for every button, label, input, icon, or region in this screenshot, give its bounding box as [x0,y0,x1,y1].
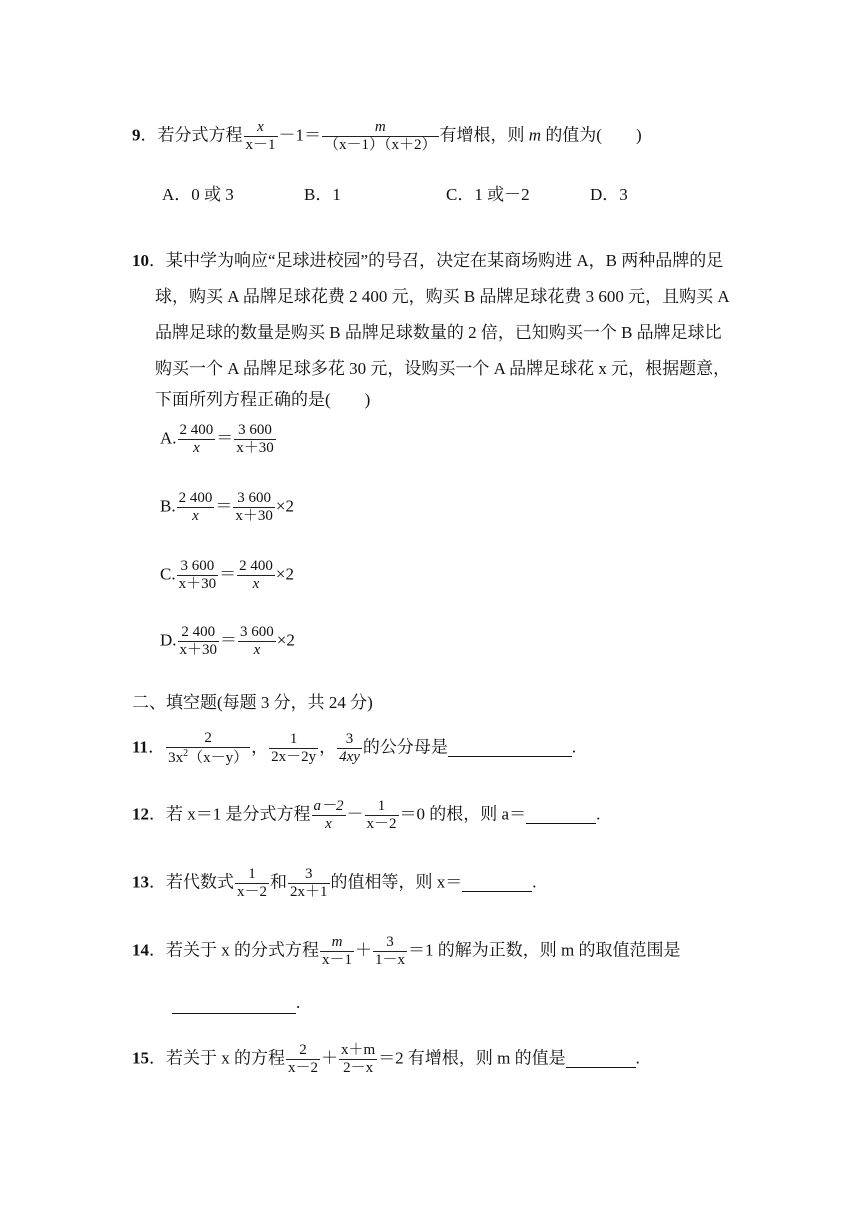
denominator: x－2 [237,884,268,901]
fraction [166,730,250,768]
fraction [312,798,346,834]
question-text: 的值相等，则 x＝ [330,872,463,892]
question-text: 和 [270,872,288,892]
question-text: ＝1 的解为正数，则 m 的取值范围是 [408,940,681,960]
numerator: 3 600 [177,558,219,576]
question-14-answer [172,993,300,1014]
denominator: 2x－2y [271,749,317,766]
denominator: x＋30 [178,576,217,593]
question-number: 15 [132,1048,149,1068]
question-number: 11 [132,737,149,757]
question-number: 13 [132,872,149,892]
numerator: 3 600 [238,624,276,642]
question-text: ＝0 的根，则 a＝ [399,804,527,824]
denominator: 2－x [343,1060,374,1077]
question-10-line: 球，购买 A 品牌足球花费 2 400 元，购买 B 品牌足球花费 3 600 元，且购买 A [155,287,730,306]
denominator: x－2 [288,1060,319,1077]
question-text: ．若关于 x 的方程 [149,1048,285,1068]
question-text: 的值为( ) [545,125,642,145]
numerator: 3 [373,934,407,952]
numerator: 3 600 [234,422,276,440]
fraction [237,558,275,594]
fraction [320,934,354,970]
option-d: D．3 [590,185,628,204]
multiplier: ×2 [276,630,295,650]
fraction [269,731,318,767]
operator: ＝ [216,428,234,448]
operator: ＋ [355,940,373,960]
fraction [235,866,269,902]
question-text: ．若分式方程 [140,125,243,145]
option-label: A. [160,428,177,448]
question-13 [132,866,537,902]
question-10 [132,246,723,271]
period: . [571,737,577,757]
question-number: 10 [132,251,149,270]
variable: m [528,125,542,145]
numerator: m [374,119,386,135]
question-text: ．若代数式 [149,872,234,892]
denominator: 2x＋1 [290,884,328,901]
fraction [178,624,220,660]
fraction [238,624,276,660]
question-15 [132,1042,640,1078]
operator: ＋ [321,1048,339,1068]
question-text: ．若 x＝1 是分式方程 [149,804,311,824]
fraction [177,558,219,594]
numerator: 3 [337,731,362,749]
fraction [365,798,399,834]
numerator: x [257,119,264,135]
operator: ＝ [215,496,233,516]
fraction [286,1042,320,1078]
numerator: 2 400 [237,558,275,576]
option-c: C．1 或－2 [446,185,530,204]
answer-blank[interactable] [462,874,532,892]
question-text: ．某中学为响应“足球进校园”的号召，决定在某商场购进 A，B 两种品牌的足 [149,251,724,270]
option-c [160,558,294,594]
denominator: （x－1）（x＋2） [324,137,437,154]
numerator: a－2 [313,798,344,814]
numerator: 1 [235,866,269,884]
numerator: 2 400 [178,624,220,642]
question-10-line: 购买一个 A 品牌足球多花 30 元，设购买一个 A 品牌足球花 x 元，根据题意， [155,359,731,378]
option-label: C. [160,564,176,584]
numerator: 2 [166,730,250,748]
option-a [160,422,277,458]
option-label: D. [160,630,177,650]
answer-blank[interactable] [526,806,596,824]
numerator: 1 [269,731,318,749]
question-12 [132,798,600,834]
question-text: ．若关于 x 的分式方程 [149,940,319,960]
question-14 [132,934,681,970]
numerator: 1 [365,798,399,816]
option-b: B．1 [304,185,341,204]
fraction [322,119,439,155]
answer-blank[interactable] [566,1050,636,1068]
period: . [635,1048,640,1068]
question-10-line: 下面所列方程正确的是( ) [155,390,371,409]
question-number: 12 [132,804,149,824]
fraction [233,490,275,526]
fraction [244,119,278,155]
separator: ， [251,737,269,757]
denominator: x－1 [322,952,353,969]
fraction [339,1042,377,1078]
fraction [337,731,362,767]
separator: ， [319,737,337,757]
numerator: 3 [288,866,330,884]
question-text: ＝2 有增根，则 m 的值是 [378,1048,566,1068]
denominator: x [325,816,332,833]
multiplier: ×2 [275,496,294,516]
numerator: x＋m [339,1042,377,1060]
denominator: x [253,642,261,659]
denominator: x－1 [245,137,276,154]
denominator: x＋30 [235,508,273,525]
denominator: x－2 [366,816,397,833]
multiplier: ×2 [275,564,294,584]
denominator-term: 3x [168,750,184,767]
question-text: ． [148,737,166,757]
option-label: B. [160,496,176,516]
denominator [166,748,250,767]
denominator: x [192,508,199,525]
period: . [296,993,301,1012]
option-a: A．0 或 3 [162,185,234,204]
fraction [177,490,215,526]
fraction [288,866,330,902]
operator: ＝ [220,630,238,650]
numerator: 3 600 [233,490,275,508]
option-d [160,624,295,660]
answer-blank[interactable] [172,993,296,1014]
question-text: 的公分母是 [362,737,448,757]
period: . [532,872,537,892]
denominator: x [252,576,260,593]
denominator: 1－x [375,952,406,969]
numerator: m [331,934,343,950]
question-number: 14 [132,940,149,960]
numerator: 2 400 [177,490,215,508]
operator: ＝ [219,564,237,584]
denominator-term: （x－y） [188,750,249,767]
denominator: x＋30 [236,440,274,457]
operator: －1＝ [278,125,322,145]
period: . [596,804,601,824]
option-b [160,490,294,526]
question-11 [132,730,576,768]
question-text: 有增根，则 [439,125,525,145]
operator: － [346,804,364,824]
denominator: x＋30 [179,642,218,659]
fraction [234,422,276,458]
question-9 [132,119,642,155]
denominator: 4xy [339,749,360,766]
fraction [178,422,216,458]
answer-blank[interactable] [448,739,572,757]
section-heading: 二、填空题(每题 3 分，共 24 分) [132,693,373,712]
question-number: 9 [132,125,141,145]
fraction [373,934,407,970]
numerator: 2 [286,1042,320,1060]
exponent: 2 [183,748,189,760]
numerator: 2 400 [178,422,216,440]
denominator: x [193,440,200,457]
question-10-line: 品牌足球的数量是购买 B 品牌足球数量的 2 倍，已知购买一个 B 品牌足球比 [155,323,722,342]
